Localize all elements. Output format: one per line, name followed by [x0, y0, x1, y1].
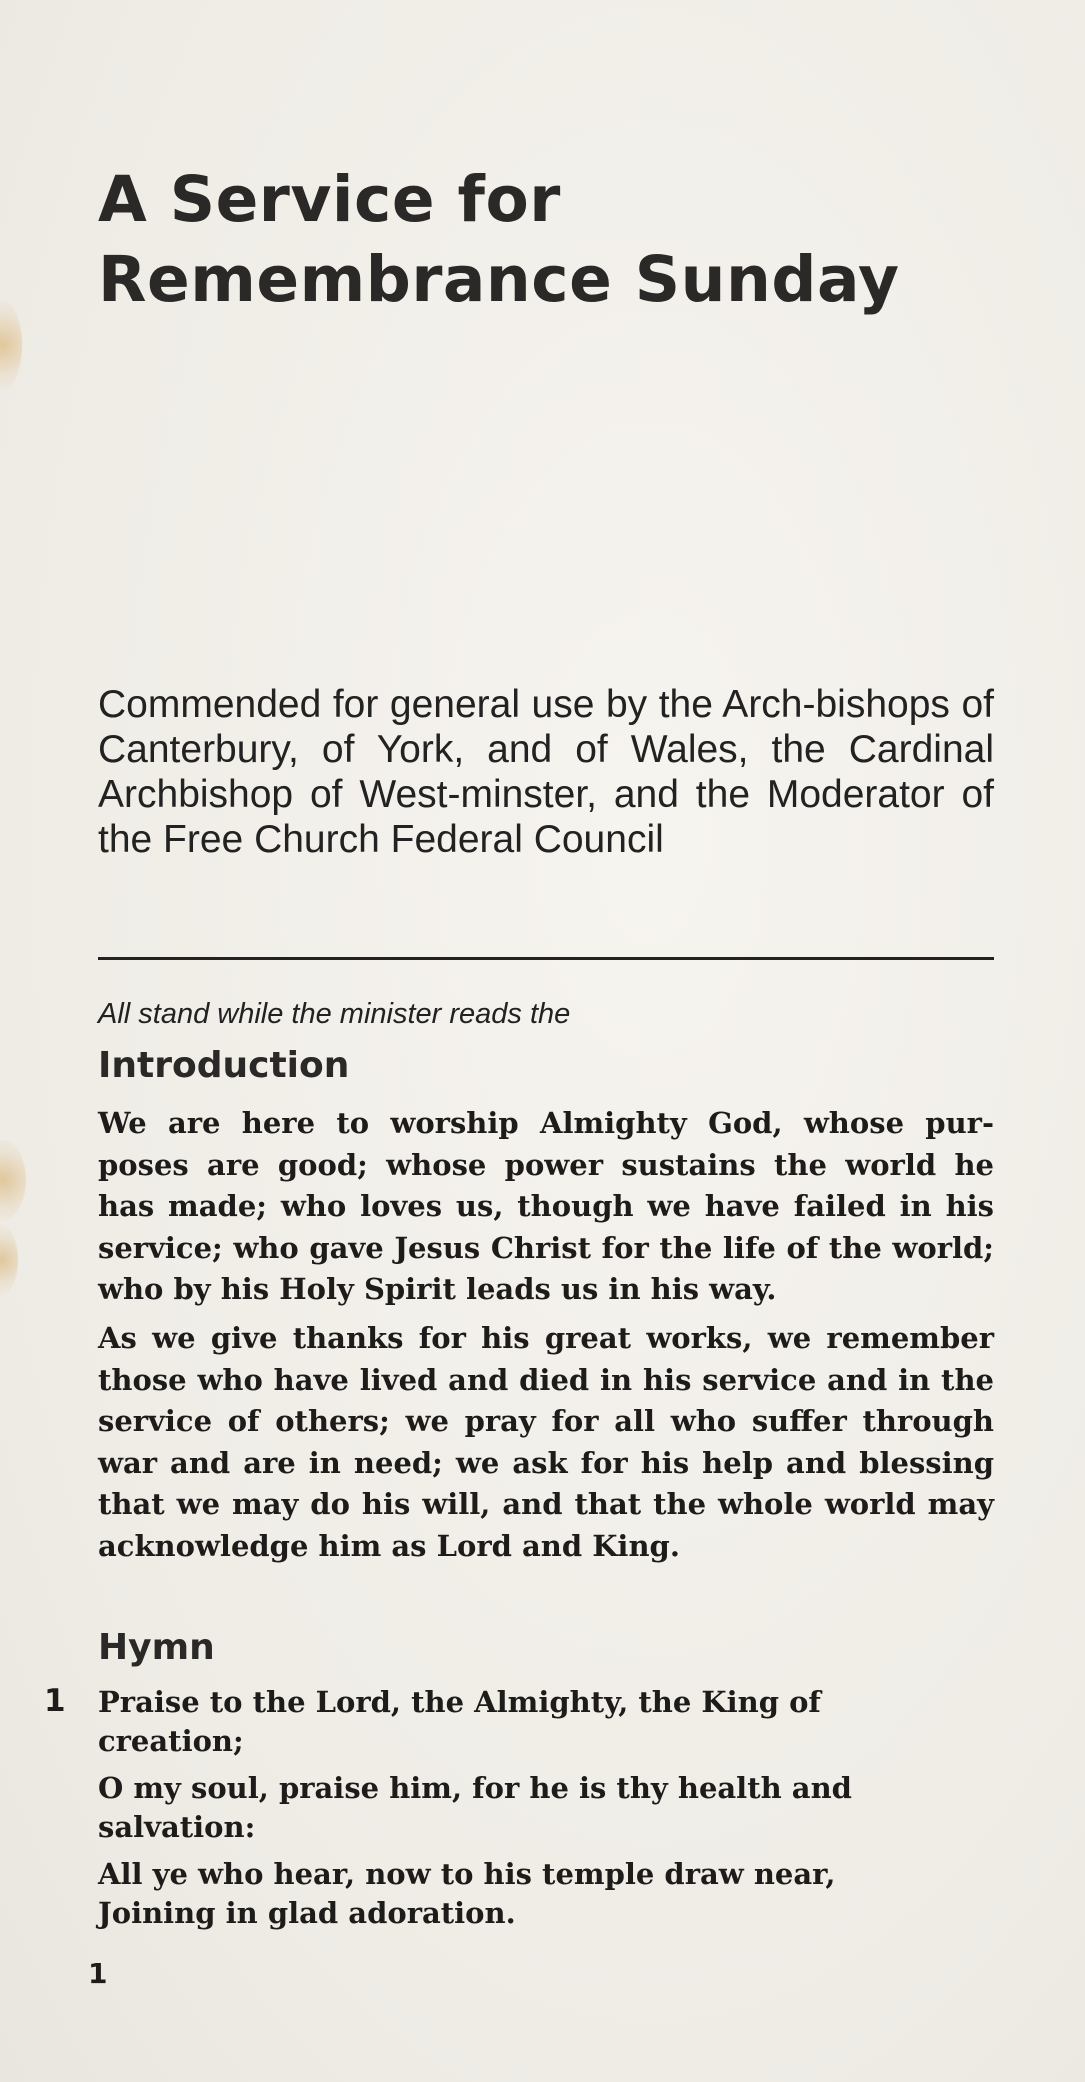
- paper-stain: [0, 1140, 26, 1220]
- hymn-verse: [98, 1683, 978, 1933]
- divider: [98, 957, 994, 960]
- hymn-line: Joining in glad adoration.: [98, 1896, 516, 1930]
- page-title: [98, 160, 1018, 320]
- introduction-paragraph-1: We are here to worship Almighty God, whose pur-poses are good; whose power sustains the world he has made; who loves us, though we have failed in his service; who gave Jesus Christ for the life of the world; who by his Holy Spirit leads us in his way.: [98, 1106, 994, 1306]
- page-number: 1: [88, 1957, 108, 1990]
- hymn-verse-number: 1: [44, 1683, 66, 1719]
- commendation-text: Commended for general use by the Arch-bishops of Canterbury, of York, and of Wales, the Cardinal Archbishop of West-minster, and the Moderator of the Free Church Federal Council: [98, 683, 994, 861]
- hymn-line: salvation:: [98, 1810, 256, 1844]
- hymn-line: All ye who hear, now to his temple draw near,: [98, 1857, 836, 1891]
- introduction-heading: Introduction: [98, 1045, 350, 1086]
- title-line-1: A Service for: [98, 163, 561, 236]
- paper-stain: [0, 1225, 18, 1295]
- hymn-line: O my soul, praise him, for he is thy health and: [98, 1771, 852, 1805]
- hymn-line: Praise to the Lord, the Almighty, the King of: [98, 1685, 821, 1719]
- instruction-text: All stand while the minister reads the: [98, 998, 571, 1030]
- introduction-paragraph-2: As we give thanks for his great works, we remember those who have lived and died in his service and in the service of others; we pray for all who suffer through war and are in need; we ask for his help and blessing that we may do his will, and that the whole world may acknowledge him as Lord and King.: [98, 1321, 994, 1563]
- hymn-heading: Hymn: [98, 1627, 215, 1668]
- title-line-2: Remembrance Sunday: [98, 243, 900, 316]
- hymn-line: creation;: [98, 1724, 244, 1758]
- paper-stain: [0, 300, 22, 390]
